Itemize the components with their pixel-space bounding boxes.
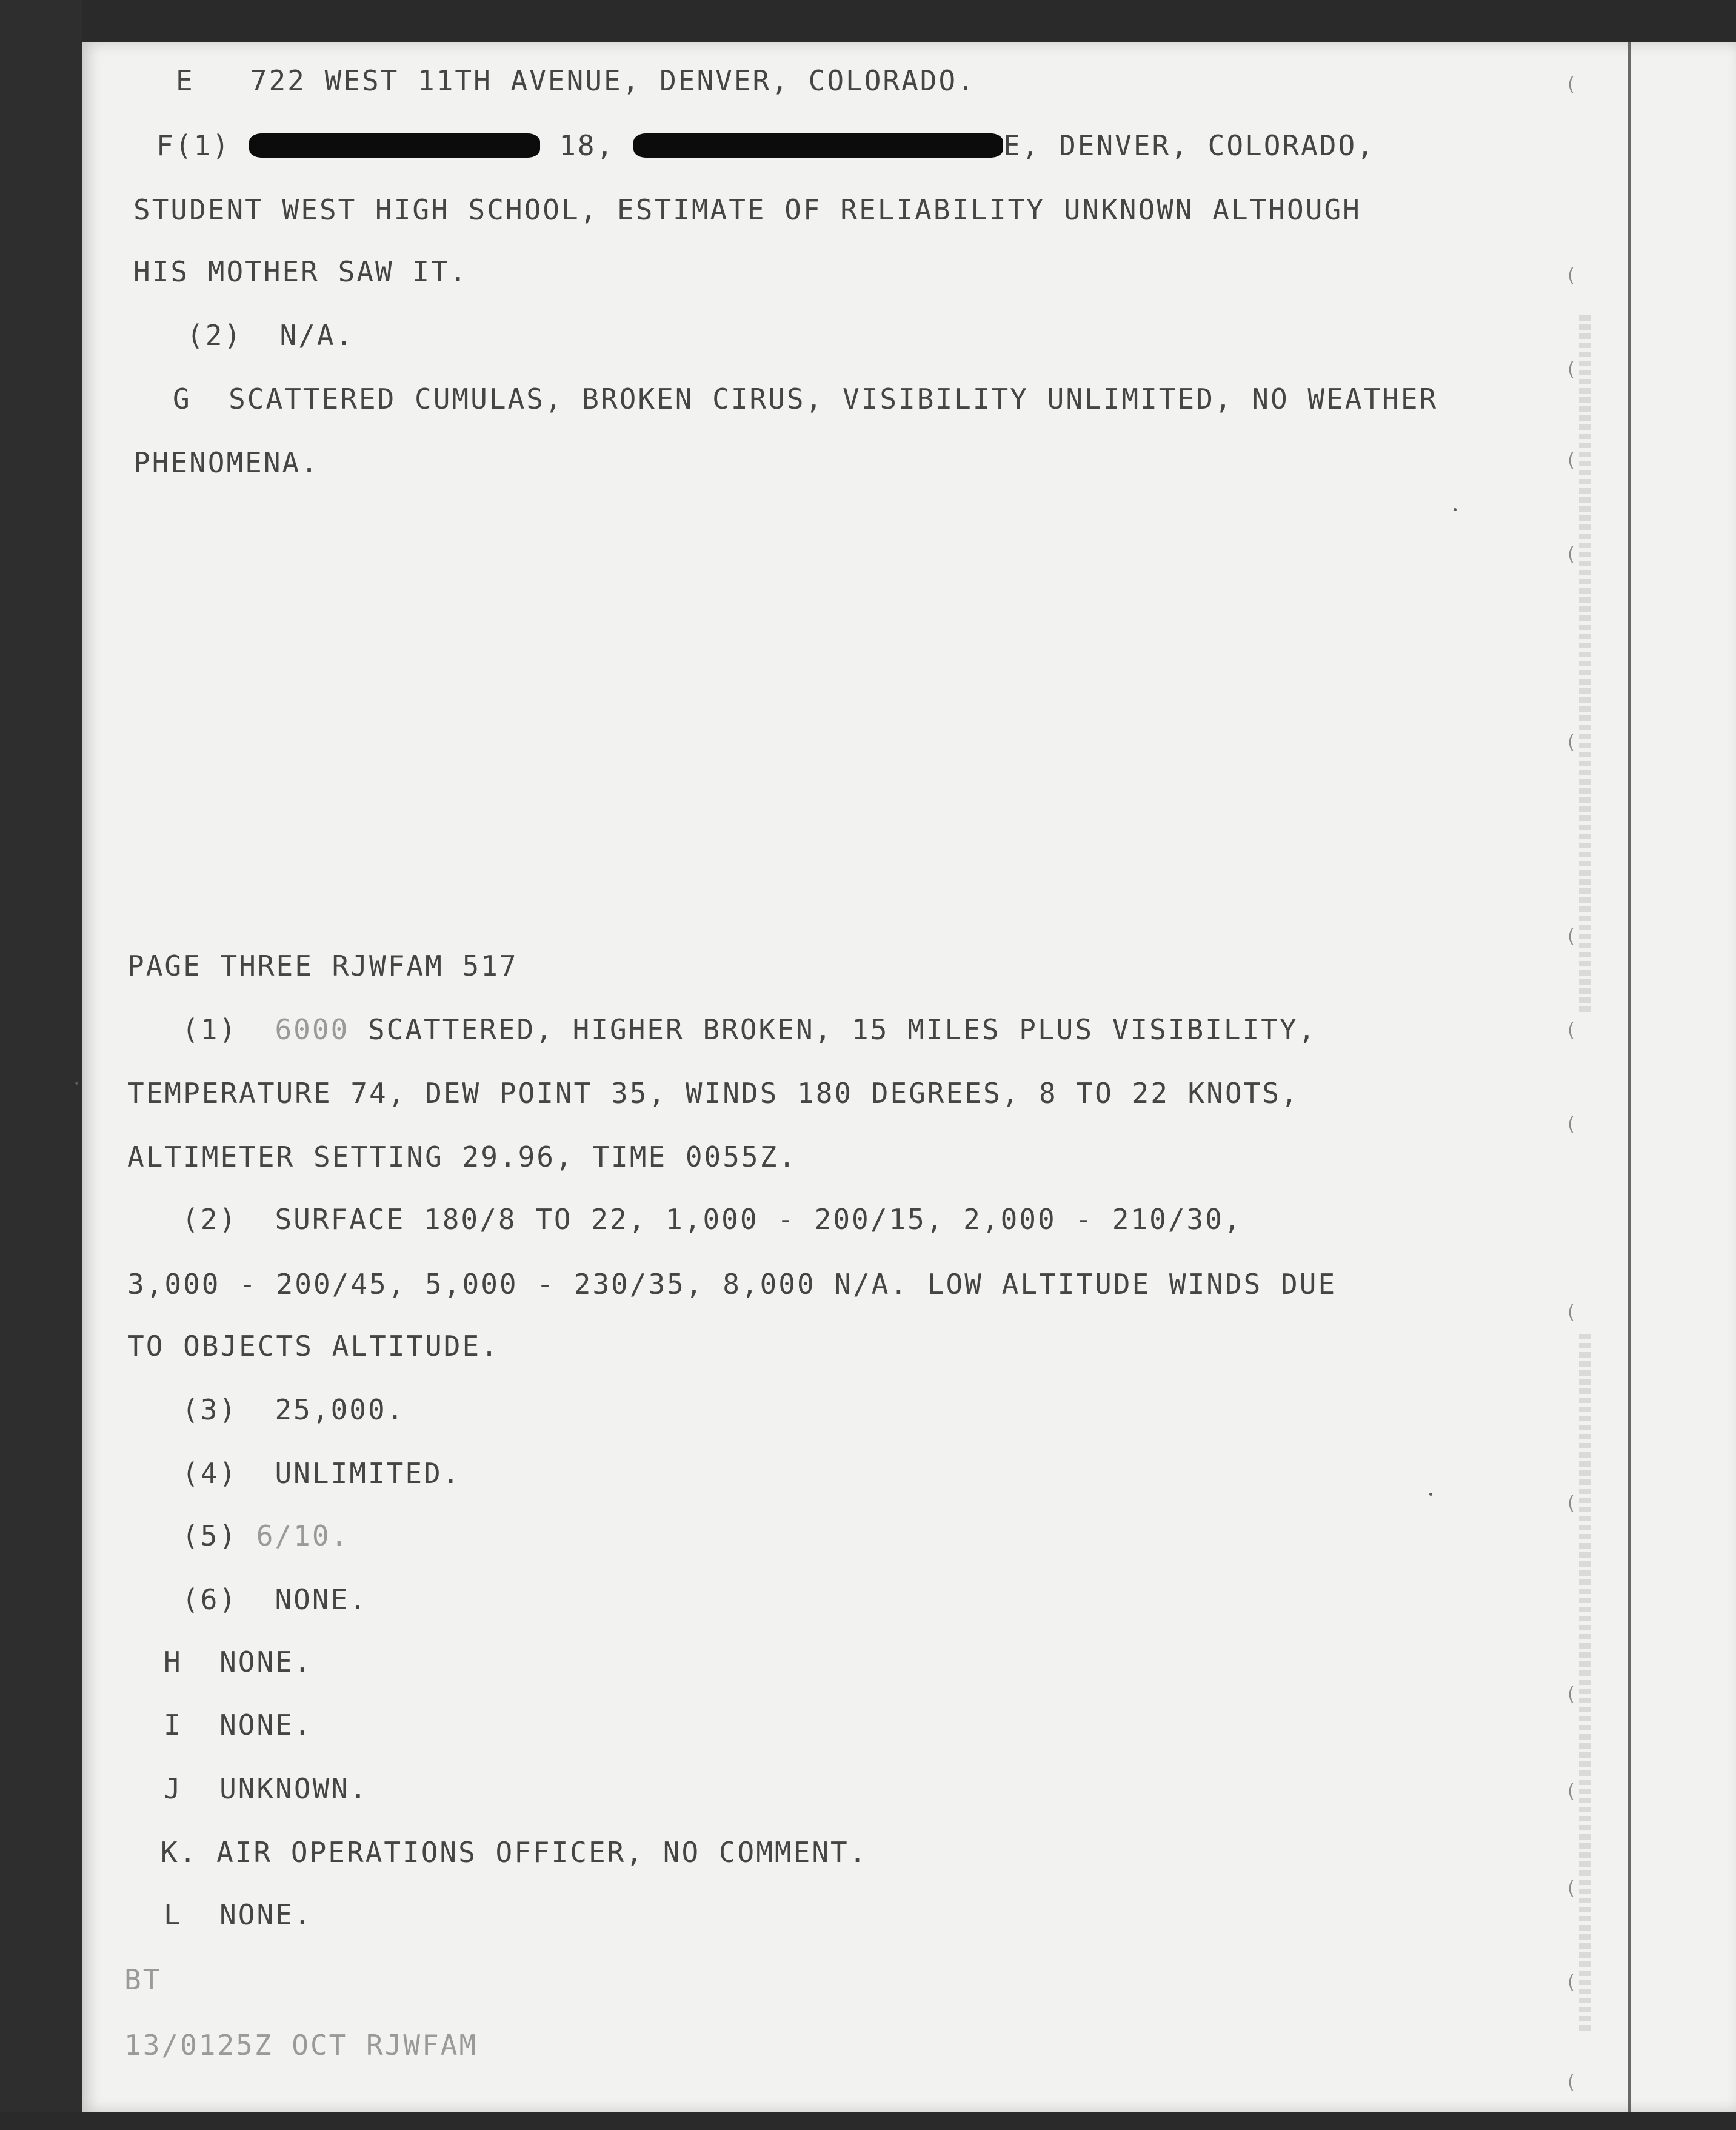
item-number: (4) — [182, 1457, 238, 1490]
margin-tick: ( — [1567, 926, 1575, 947]
margin-tick: ( — [1567, 544, 1575, 565]
redaction-name — [249, 133, 540, 158]
item-number: (5) — [182, 1519, 238, 1552]
line-text: PAGE THREE RJWFAM 517 — [127, 949, 518, 982]
age-text: 18, — [559, 129, 615, 162]
margin-tick: ( — [1567, 2072, 1575, 2093]
line-h — [164, 1645, 313, 1679]
speck — [1454, 508, 1457, 511]
margin-tick: ( — [1567, 732, 1575, 753]
line-text: STUDENT WEST HIGH SCHOOL, ESTIMATE OF RELIABILITY UNKNOWN ALTHOUGH — [133, 193, 1361, 226]
line-p6 — [182, 1582, 368, 1616]
location-text: E, DENVER, COLORADO, — [1003, 129, 1375, 162]
margin-tick: ( — [1567, 74, 1575, 95]
line-text: NONE. — [275, 1583, 368, 1616]
line-f1 — [156, 129, 1375, 162]
line-p1-cont1 — [127, 1076, 1300, 1110]
line-f1-cont1 — [133, 193, 1361, 227]
line-text: HIS MOTHER SAW IT. — [133, 255, 469, 288]
item-letter: I — [164, 1709, 182, 1741]
line-text: ALTIMETER SETTING 29.96, TIME 0055Z. — [127, 1140, 797, 1173]
redaction-address — [633, 133, 1003, 158]
line-text: AIR OPERATIONS OFFICER, NO COMMENT. — [216, 1836, 868, 1869]
line-j — [164, 1772, 369, 1806]
margin-tick: ( — [1567, 1302, 1575, 1323]
margin-tick: ( — [1567, 1684, 1575, 1705]
line-f2 — [187, 318, 354, 352]
line-text: 13/0125Z OCT RJWFAM — [124, 2029, 478, 2061]
margin-tick: ( — [1567, 1493, 1575, 1514]
speck — [75, 1082, 78, 1085]
line-text: NONE. — [219, 1898, 313, 1931]
item-number: (1) — [182, 1013, 238, 1046]
faint-value: 6000 — [275, 1013, 350, 1046]
item-number: (2) — [187, 319, 243, 352]
line-text: UNKNOWN. — [219, 1772, 369, 1805]
speck — [1429, 1493, 1432, 1496]
film-frame-bottom — [0, 2112, 1736, 2130]
item-letter: J — [164, 1772, 182, 1805]
margin-tick: ( — [1567, 1114, 1575, 1135]
margin-tick: ( — [1567, 1020, 1575, 1041]
film-frame-left — [0, 0, 82, 2130]
item-letter: K. — [161, 1836, 198, 1869]
item-letter: G — [173, 383, 192, 415]
line-p1 — [182, 1013, 1317, 1047]
line-text: BT — [124, 1963, 162, 1996]
line-bt — [124, 1963, 161, 1997]
margin-tick: ( — [1567, 359, 1575, 380]
margin-tick: ( — [1567, 1781, 1575, 1802]
item-number: (2) — [182, 1203, 238, 1236]
margin-rule — [1628, 42, 1631, 2112]
line-text: UNLIMITED. — [275, 1457, 461, 1490]
margin-tick: ( — [1567, 1972, 1575, 1993]
line-text: 25,000. — [275, 1393, 406, 1426]
item-letter: H — [164, 1646, 182, 1678]
line-p2 — [182, 1202, 1243, 1236]
line-dtg — [124, 2028, 478, 2062]
margin-tick: ( — [1567, 265, 1575, 286]
margin-tick: ( — [1567, 1878, 1575, 1899]
line-i — [164, 1708, 313, 1742]
item-number: (3) — [182, 1393, 238, 1426]
line-text: TEMPERATURE 74, DEW POINT 35, WINDS 180 DEGREES, 8 TO 22 KNOTS, — [127, 1077, 1300, 1110]
line-text: SCATTERED, HIGHER BROKEN, 15 MILES PLUS VISIBILITY, — [367, 1013, 1317, 1046]
line-text: TO OBJECTS ALTITUDE. — [127, 1330, 499, 1362]
line-text: SURFACE 180/8 TO 22, 1,000 - 200/15, 2,000 - 210/30, — [275, 1203, 1243, 1236]
margin-imprint — [1579, 315, 1591, 1013]
line-text: PHENOMENA. — [133, 446, 319, 479]
line-e-address — [176, 64, 976, 98]
line-text: 3,000 - 200/45, 5,000 - 230/35, 8,000 N/A. LOW ALTITUDE WINDS DUE — [127, 1268, 1337, 1301]
item-number: F(1) — [156, 129, 231, 162]
line-p2-cont2 — [127, 1329, 499, 1363]
line-text: NONE. — [219, 1709, 313, 1741]
item-letter: E — [176, 64, 195, 97]
item-letter: L — [164, 1898, 182, 1931]
film-frame-top — [0, 0, 1736, 42]
page-header — [127, 949, 518, 983]
line-text: SCATTERED CUMULAS, BROKEN CIRUS, VISIBILITY UNLIMITED, NO WEATHER — [229, 383, 1438, 415]
line-k — [161, 1835, 867, 1869]
margin-tick: ( — [1567, 450, 1575, 471]
line-l — [164, 1898, 313, 1932]
line-text: NONE. — [219, 1646, 313, 1678]
line-p1-cont2 — [127, 1140, 797, 1174]
margin-imprint — [1579, 1334, 1591, 2031]
line-p5 — [182, 1519, 349, 1553]
line-p4 — [182, 1456, 461, 1490]
line-text: N/A. — [279, 319, 355, 352]
line-g-weather — [173, 382, 1438, 416]
line-p2-cont1 — [127, 1267, 1337, 1301]
line-text: 6/10. — [256, 1519, 350, 1552]
line-g-cont — [133, 446, 319, 480]
item-number: (6) — [182, 1583, 238, 1616]
address-text: 722 WEST 11TH AVENUE, DENVER, COLORADO. — [250, 64, 976, 97]
line-p3 — [182, 1393, 405, 1427]
line-f1-cont2 — [133, 255, 469, 289]
